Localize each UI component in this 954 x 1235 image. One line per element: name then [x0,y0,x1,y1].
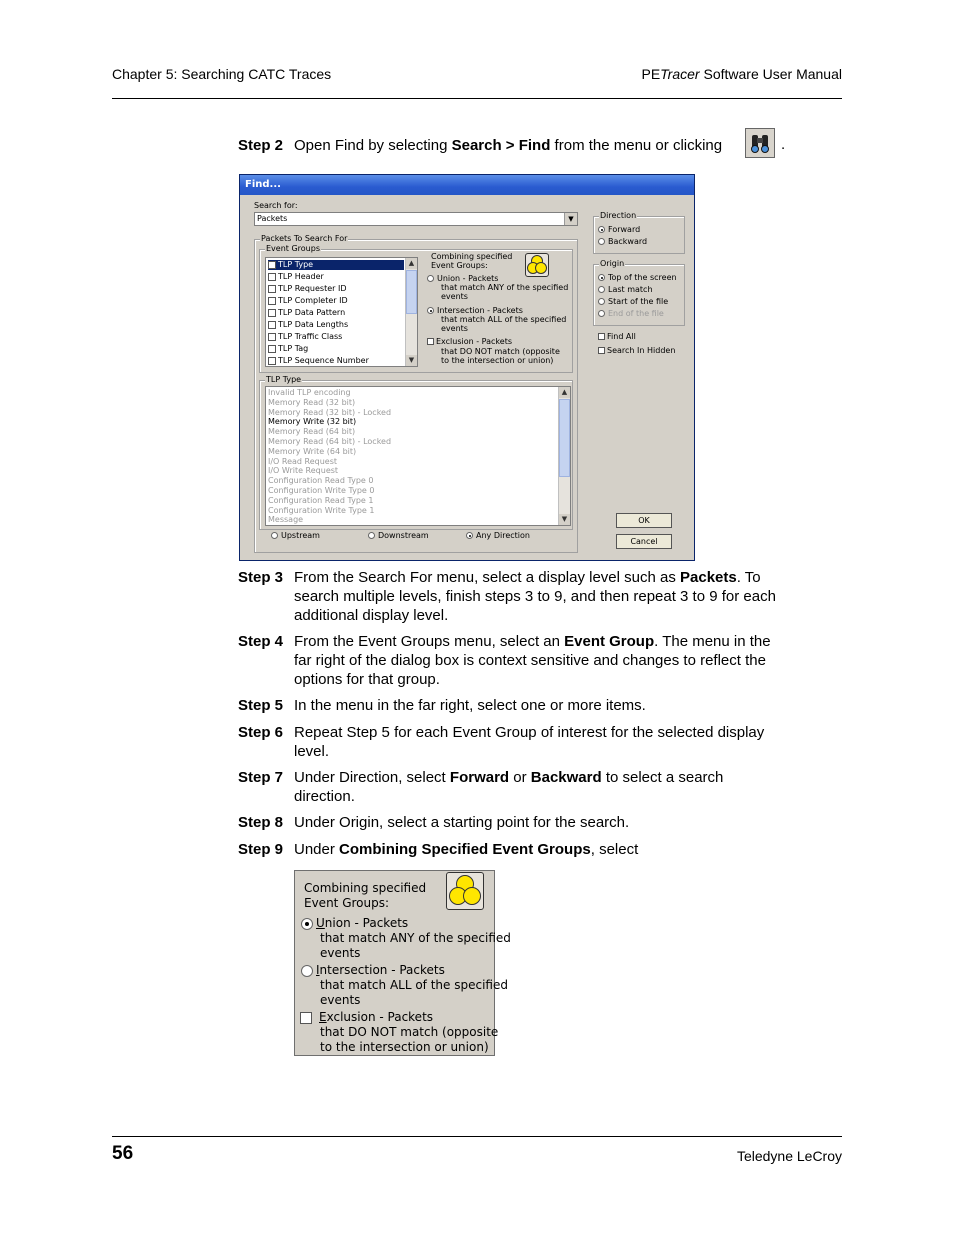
checkbox[interactable] [268,285,276,293]
exclusion-desc-1: that DO NOT match (opposite [441,347,560,356]
start-of-file-radio[interactable]: Start of the file [598,297,668,307]
direction-group [593,211,685,254]
event-group-label: TLP Completer ID [278,296,348,305]
step-2-period: . [781,136,786,153]
zoom-intersection-desc-2: events [320,993,361,1007]
tlp-type-item[interactable]: Memory Write (64 bit) [268,446,357,456]
backward-radio[interactable]: Backward [598,237,647,247]
union-radio[interactable]: Union - Packets [427,274,498,284]
origin-label: Origin [600,259,625,268]
tlp-type-item[interactable]: Invalid TLP encoding [268,388,351,397]
manual-title: PETracer Software User Manual [641,66,842,82]
checkbox[interactable] [268,345,276,353]
ok-button[interactable]: OK [616,513,672,528]
tlp-type-item[interactable]: Configuration Read Type 0 [268,476,374,486]
find-dialog [239,174,695,561]
event-group-label: TLP Header [278,272,324,281]
event-group-label: TLP Sequence Number [278,356,369,365]
forward-radio[interactable]: Forward [598,225,640,235]
event-group-item[interactable] [268,272,324,282]
union-desc-1: that match ANY of the specified [441,283,569,292]
event-group-item[interactable] [268,356,369,366]
tlp-type-label: TLP Type [266,375,302,384]
tlp-type-item[interactable]: Memory Read (32 bit) - Locked [268,407,392,417]
scroll-up-icon[interactable]: ▲ [406,258,417,269]
page-number: 56 [112,1143,134,1164]
tlp-type-item[interactable]: Memory Read (32 bit) [268,397,356,407]
venn-diagram-icon [446,872,484,910]
event-group-item[interactable] [268,260,404,270]
zoom-label-1: Combining specified [304,881,427,895]
event-group-label: TLP Data Pattern [278,308,346,317]
upstream-radio[interactable]: Upstream [271,531,320,541]
checkbox[interactable] [268,357,276,365]
exclusion-checkbox[interactable]: Exclusion - Packets [427,337,512,347]
zoom-union-desc-1: that match ANY of the specified [320,931,511,945]
binoculars-icon[interactable] [745,128,775,158]
event-group-item[interactable] [268,284,346,294]
event-group-label: TLP Data Lengths [278,320,349,329]
tlp-type-list[interactable] [265,386,571,526]
event-group-label: TLP Type [278,260,314,269]
combining-label-2: Event Groups: [431,261,488,270]
checkbox[interactable] [268,321,276,329]
intersection-desc-1: that match ALL of the specified [441,315,567,324]
checkbox[interactable] [268,273,276,281]
zoom-exclusion-desc-1: that DO NOT match (opposite [320,1025,499,1039]
tlp-type-item[interactable]: I/O Write Request [268,466,339,476]
venn-diagram-icon [525,253,549,277]
downstream-radio[interactable]: Downstream [368,531,429,541]
zoom-exclusion-checkbox[interactable]: Exclusion - Packets [300,1010,433,1025]
intersection-radio[interactable]: Intersection - Packets [427,306,523,316]
tlp-type-item[interactable]: Configuration Write Type 0 [268,486,375,495]
event-group-label: TLP Requester ID [278,284,347,293]
event-group-item[interactable] [268,296,348,306]
footer-rule [112,1136,842,1137]
exclusion-desc-2: to the intersection or union) [441,356,554,365]
union-desc-2: events [441,292,468,301]
zoom-exclusion-desc-2: to the intersection or union) [320,1040,489,1054]
zoom-union-radio[interactable]: Union - Packets [301,916,408,931]
search-for-value: Packets [257,214,288,223]
tlp-type-item[interactable]: Memory Write (32 bit) [268,417,357,427]
any-direction-radio[interactable]: Any Direction [466,531,530,541]
find-all-checkbox[interactable]: Find All [598,332,636,342]
header-rule [112,98,842,99]
zoom-intersection-desc-1: that match ALL of the specified [320,978,508,992]
scroll-down-icon[interactable]: ▼ [559,514,570,525]
checkbox[interactable] [268,333,276,341]
chevron-down-icon[interactable]: ▼ [564,213,577,225]
search-in-hidden-checkbox[interactable]: Search In Hidden [598,346,675,356]
event-groups-list[interactable] [265,257,418,367]
checkbox[interactable] [268,261,276,269]
checkbox[interactable] [268,309,276,317]
top-of-screen-radio[interactable]: Top of the screen [598,273,677,283]
tlp-type-item[interactable]: Configuration Read Type 1 [268,495,374,505]
combining-zoom-panel [294,870,511,1056]
zoom-union-desc-2: events [320,946,361,960]
event-group-label: TLP Traffic Class [278,332,343,341]
direction-label: Direction [600,211,637,220]
event-group-item[interactable] [268,320,348,330]
tlp-list-scrollbar[interactable] [558,387,570,525]
event-group-item[interactable] [268,308,345,318]
tlp-type-item[interactable]: Memory Read (64 bit) - Locked [268,437,392,446]
footer-company: Teledyne LeCroy [736,1148,842,1164]
zoom-intersection-radio[interactable]: Intersection - Packets [301,963,445,978]
tlp-type-item[interactable]: Message [268,515,304,525]
end-of-file-radio[interactable]: End of the file [598,309,664,319]
scroll-down-icon[interactable]: ▼ [406,355,417,366]
tlp-type-item[interactable]: Memory Read (64 bit) [268,427,356,437]
packets-group-label: Packets To Search For [261,234,348,243]
combining-label-1: Combining specified [431,252,513,261]
checkbox[interactable] [268,297,276,305]
cancel-button[interactable]: Cancel [616,534,672,549]
search-for-select[interactable] [254,212,578,226]
event-group-label: TLP Tag [278,344,309,353]
dialog-title: Find... [240,175,694,195]
intersection-desc-2: events [441,324,468,333]
zoom-label-2: Event Groups: [304,896,390,910]
event-group-item[interactable] [268,344,308,354]
scroll-thumb[interactable] [559,399,570,477]
chapter-header: Chapter 5: Searching CATC Traces [112,66,332,82]
scroll-thumb[interactable] [406,270,417,314]
event-group-item[interactable] [268,332,342,342]
tlp-type-item[interactable]: I/O Read Request [268,456,338,466]
event-groups-label: Event Groups [266,244,320,253]
event-list-scrollbar[interactable] [405,258,417,366]
tlp-type-item[interactable]: Configuration Write Type 1 [268,505,375,515]
last-match-radio[interactable]: Last match [598,285,653,295]
search-for-label: Search for: [254,201,298,210]
scroll-up-icon[interactable]: ▲ [559,387,570,398]
